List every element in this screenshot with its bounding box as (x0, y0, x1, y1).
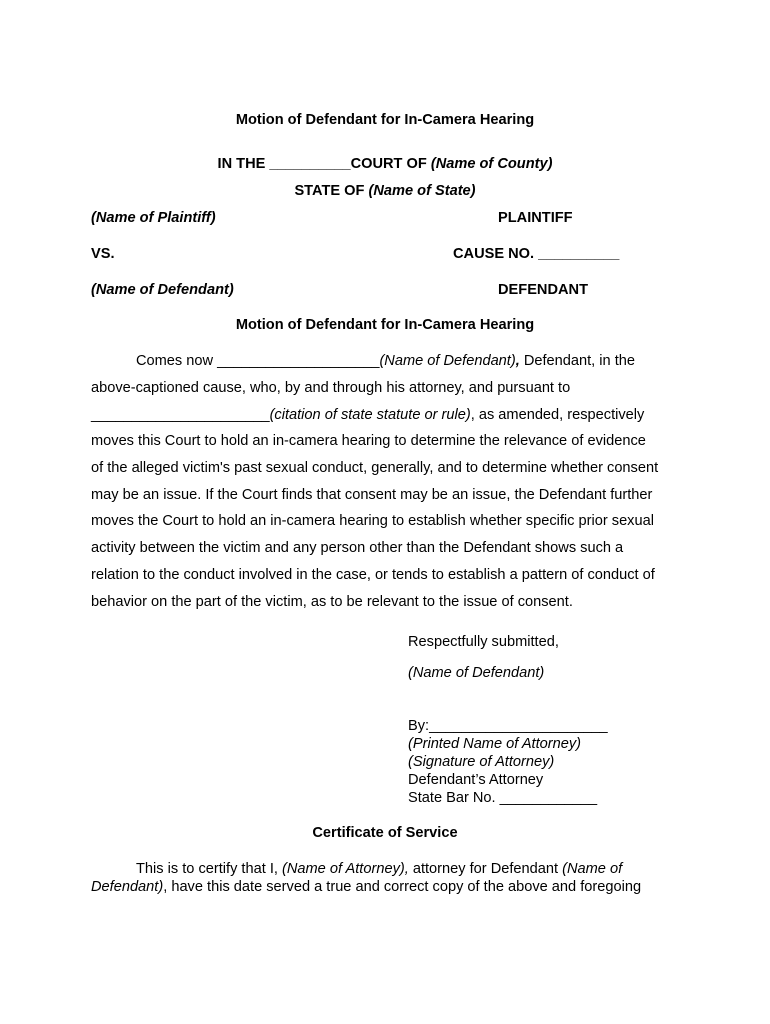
bar-label: State Bar No. (408, 790, 500, 806)
plaintiff-label: PLAINTIFF (498, 210, 573, 226)
by-label: By: (408, 718, 430, 734)
motion-line-9: relation to the conduct involved in the case, or tends to establish a pattern of conduct of (91, 567, 655, 583)
printed-name-attorney: (Printed Name of Attorney) (408, 736, 582, 752)
certificate-text: , have this date served a true and correct copy of the above and foregoing (163, 879, 642, 895)
defendant-placeholder: Defendant) (91, 879, 164, 895)
defendant-label: DEFENDANT (498, 282, 588, 298)
defendant-name: (Name of Defendant) (91, 282, 234, 298)
motion-line-4: moves this Court to hold an in-camera hearing to determine the relevance of evidence (91, 433, 646, 449)
certificate-line-1 (136, 861, 622, 877)
certificate-text: This is to certify that I, (136, 861, 282, 877)
cause-label: CAUSE NO. (453, 246, 539, 262)
signature-attorney: (Signature of Attorney) (408, 754, 555, 770)
cause-blank: __________ (538, 246, 620, 262)
certificate-title: Certificate of Service (312, 825, 458, 841)
by-line (408, 718, 608, 734)
versus-label: VS. (91, 246, 115, 262)
court-blank: __________ (269, 156, 351, 172)
respectfully-submitted: Respectfully submitted, (408, 634, 559, 650)
state-name: (Name of State) (368, 183, 476, 199)
defendant-placeholder: (Name of (562, 861, 623, 877)
motion-line-1 (136, 353, 635, 369)
state-line (0, 183, 770, 199)
motion-line-5: of the alleged victim's past sexual conduct, generally, and to determine whether consent (91, 460, 659, 476)
motion-comma: , (515, 353, 520, 369)
motion-line-2: above-captioned cause, who, by and through his attorney, and pursuant to (91, 380, 571, 396)
motion-line-7: moves the Court to hold an in-camera hearing to establish whether specific prior sexual (91, 513, 654, 529)
state-prefix: STATE OF (294, 183, 369, 199)
signature-defendant-name: (Name of Defendant) (408, 665, 545, 681)
attorney-placeholder: (Name of Attorney), (281, 861, 409, 877)
court-suffix: COURT OF (350, 156, 431, 172)
motion-line-10: behavior on the part of the victim, as to be relevant to the issue of consent. (91, 594, 573, 610)
defendant-placeholder: (Name of Defendant) (379, 353, 516, 369)
bar-blank: ____________ (499, 790, 598, 806)
cause-number (453, 246, 619, 262)
document-title: Motion of Defendant for In-Camera Hearing (235, 112, 535, 128)
court-line (0, 156, 770, 172)
plaintiff-name: (Name of Plaintiff) (91, 210, 216, 226)
motion-line-3 (91, 407, 644, 423)
motion-title: Motion of Defendant for In-Camera Hearing (235, 317, 535, 333)
court-county: (Name of County) (430, 156, 553, 172)
citation-placeholder: (citation of state statute or rule) (269, 407, 471, 423)
court-prefix: IN THE (217, 156, 270, 172)
motion-text: Comes now (136, 353, 218, 369)
certificate-line-2 (91, 879, 641, 895)
motion-text: Defendant, in the (519, 353, 635, 369)
defendants-attorney: Defendant’s Attorney (408, 772, 544, 788)
citation-blank: ______________________ (91, 407, 270, 423)
defendant-blank: ____________________ (217, 353, 380, 369)
motion-line-8: activity between the victim and any person other than the Defendant shows such a (91, 540, 624, 556)
motion-line-6: may be an issue. If the Court finds that consent may be an issue, the Defendant further (91, 487, 653, 503)
state-bar-no (408, 790, 597, 806)
motion-text: , as amended, respectively (470, 407, 645, 423)
certificate-text: attorney for Defendant (408, 861, 563, 877)
by-blank: ______________________ (429, 718, 608, 734)
